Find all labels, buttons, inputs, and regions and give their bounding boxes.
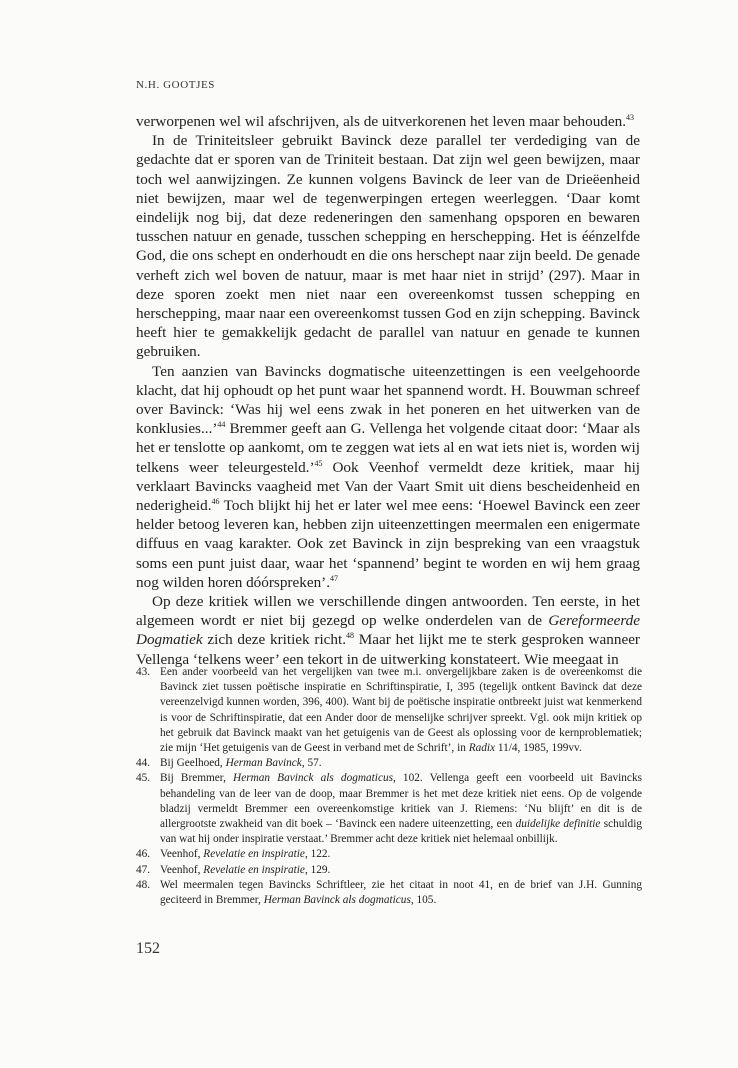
footnote-ref: 46 — [211, 497, 220, 506]
text-run: Veenhof, — [160, 848, 204, 861]
text-run: , 122. — [304, 848, 331, 861]
footnote-text — [160, 878, 642, 908]
footnote-ref: 43 — [626, 112, 635, 122]
italic-text: Herman Bavinck als dogmaticus — [233, 772, 394, 785]
footnote — [136, 863, 642, 878]
footnote-text — [160, 847, 642, 862]
footnote-number: 47. — [136, 863, 151, 876]
footnote-ref: 48 — [346, 631, 355, 641]
body-paragraph — [136, 112, 640, 131]
text-run: Wel meermalen tegen Bavincks Schriftleer, zie het citaat in noot 41, en de brief van J.H. Gunning geciteerd in Bremmer, — [160, 878, 642, 907]
text-run: Bremmer geeft aan G. Vellenga het volgende citaat door: ‘Maar als het er tenslotte op aankomt, om te zeggen wat iets al en wat iets niet is, worden wij telkens weer teleurgesteld.’ — [136, 420, 640, 476]
italic-text: duidelijke definitie — [515, 818, 601, 831]
text-run: Een ander voorbeeld van het vergelijken van twee m.i. onvergelijkbare zaken is de overeenkomst die Bavinck ziet tussen poëtische inspiratie en Schriftinspiratie, I, 395 (tegelijk ontkent Bavinck dat deze vereenzelvigd kunnen worden, 396, 400). Want bij de poëtische inspiratie ontbreekt juist wat kenmerkend is voor de Schriftinspiratie, dat een Ander door de menselijke schrijver spreekt. Vgl. ook mijn kritiek op het gebruik dat Bavinck maakt van het getuigenis van de Geest als oplossing voor de kernproblematiek; zie mijn ‘Het getuigenis van de Geest in verband met de Schrift’, in — [160, 666, 642, 755]
footnote-number: 43. — [136, 666, 151, 678]
text-run: Bij Bremmer, — [160, 772, 234, 785]
footnote-number: 44. — [136, 757, 151, 770]
body-paragraph — [136, 592, 640, 669]
text-run: Bij Geelhoed, — [160, 757, 226, 770]
text-run: In de Triniteitsleer gebruikt Bavinck deze parallel ter verdediging van de gedachte dat er sporen van de Triniteit bestaan. Dat zijn wel geen bewijzen, maar toch wel aanwijzingen. Ze kunnen volgens Bavinck de leer van de Drieëenheid niet bewijzen, maar wel de tegenwerpingen ertegen weerleggen. ‘Daar komt eindelijk nog bij, dat deze redeneringen den samenhang opsporen en bewaren tusschen natuur en genade, tusschen schepping en herschepping. Het is éénzelfde God, die ons schept en onderhoudt en die ons herschept naar zijn beeld. De genade verheft zich wel boven de natuur, maar is met haar niet in strijd’ (297). Maar in deze sporen zoekt men niet naar een overeenkomst tussen schepping en herschepping, maar naar een overeenkomst tussen God en zijn schepping. Bavinck heeft hier te gemakkelijk gedacht de parallel van natuur en genade te kunnen gebruiken. — [136, 132, 640, 361]
text-run: , 102. Vellenga geeft een voorbeeld uit Bavincks behandeling van de leer van de doop, maar Bremmer is het met deze kritiek niet eens. Op de volgende bladzij vermeldt Bremmer een overeenkomstige kritiek van J. Riemens: ‘Nu blijft’ en dit is de allergrootste zwakheid van dit boek – ‘Bavinck een nadere uiteenzetting, een — [160, 772, 642, 831]
text-run: Ten aanzien van Bavincks dogmatische uiteenzettingen is een veelgehoorde klacht, dat hij ophoudt op het punt waar het spannend wordt. H. Bouwman schreef over Bavinck: ‘Was hij wel eens zwak in het poneren en het uitwerken van de konklusies...’ — [136, 362, 640, 438]
footnote — [136, 847, 642, 862]
footnote-ref: 45 — [314, 458, 323, 468]
italic-text: Herman Bavinck — [225, 757, 302, 770]
italic-text: Radix — [468, 742, 496, 755]
footnote-number: 48. — [136, 878, 151, 891]
text-run: Ook Veenhof vermeldt deze kritiek, maar hij verklaart Bavincks vaagheid met Van der Vaart Smit uit diens bescheidenheid en nederigheid. — [136, 458, 641, 515]
body-text — [136, 112, 640, 669]
footnote-text — [160, 771, 642, 847]
italic-text: Gereformeerde Dogmatiek — [136, 612, 640, 649]
footnote-number: 46. — [136, 848, 151, 861]
text-run: Toch blijkt hij het er later wel mee eens: ‘Hoewel Bavinck een zeer helder betoog leveren kan, hebben zijn uiteenzettingen meermalen een enigermate diffuus en vaag karakter. Ook zet Bavinck in zijn bespreking van een vraagstuk soms een punt juist daar, waar het ‘spannend’ begint te worden en wij hem graag nog wilden horen dóórspreken’. — [136, 497, 640, 591]
page-number: 152 — [136, 940, 160, 957]
footnote-ref: 44 — [217, 420, 226, 430]
italic-text: Revelatie en inspiratie — [203, 848, 305, 861]
text-run: , 129. — [304, 863, 331, 876]
footnote — [136, 665, 642, 756]
footnote-ref: 47 — [330, 573, 339, 583]
footnote — [136, 878, 642, 908]
text-run: verworpenen wel wil afschrijven, als de uitverkorenen het leven maar behouden. — [136, 113, 627, 130]
text-run: 11/4, 1985, 199vv. — [495, 742, 582, 755]
footnotes — [136, 665, 642, 908]
running-head: N.H. GOOTJES — [136, 79, 216, 91]
text-run: schuldig van wat hij onder inspiratie verstaat.’ Bremmer acht deze kritiek niet helemaal onbillijk. — [160, 818, 642, 846]
footnote-number: 45. — [136, 772, 151, 785]
footnote-text — [160, 756, 642, 771]
italic-text: Herman Bavinck als dogmaticus — [263, 894, 411, 907]
text-run: Op deze kritiek willen we verschillende dingen antwoorden. Ten eerste, in het algemeen wordt er niet bij gezegd op welke onderdelen van de — [136, 593, 640, 630]
footnote-text — [160, 863, 642, 878]
footnote — [136, 756, 642, 771]
text-run: Veenhof, — [160, 863, 204, 876]
text-run: , 57. — [301, 757, 322, 770]
body-paragraph — [136, 362, 640, 592]
text-run: Maar het lijkt me te sterk gesproken wanneer Vellenga ‘telkens weer’ een tekort in de uitwerking konstateert. Wie meegaat in — [136, 631, 640, 668]
footnote-text — [160, 665, 642, 756]
body-paragraph — [136, 131, 640, 361]
italic-text: Revelatie en inspiratie — [203, 863, 305, 876]
text-run: , 105. — [410, 894, 437, 907]
text-run: zich deze kritiek richt. — [202, 631, 347, 649]
footnote — [136, 771, 642, 847]
